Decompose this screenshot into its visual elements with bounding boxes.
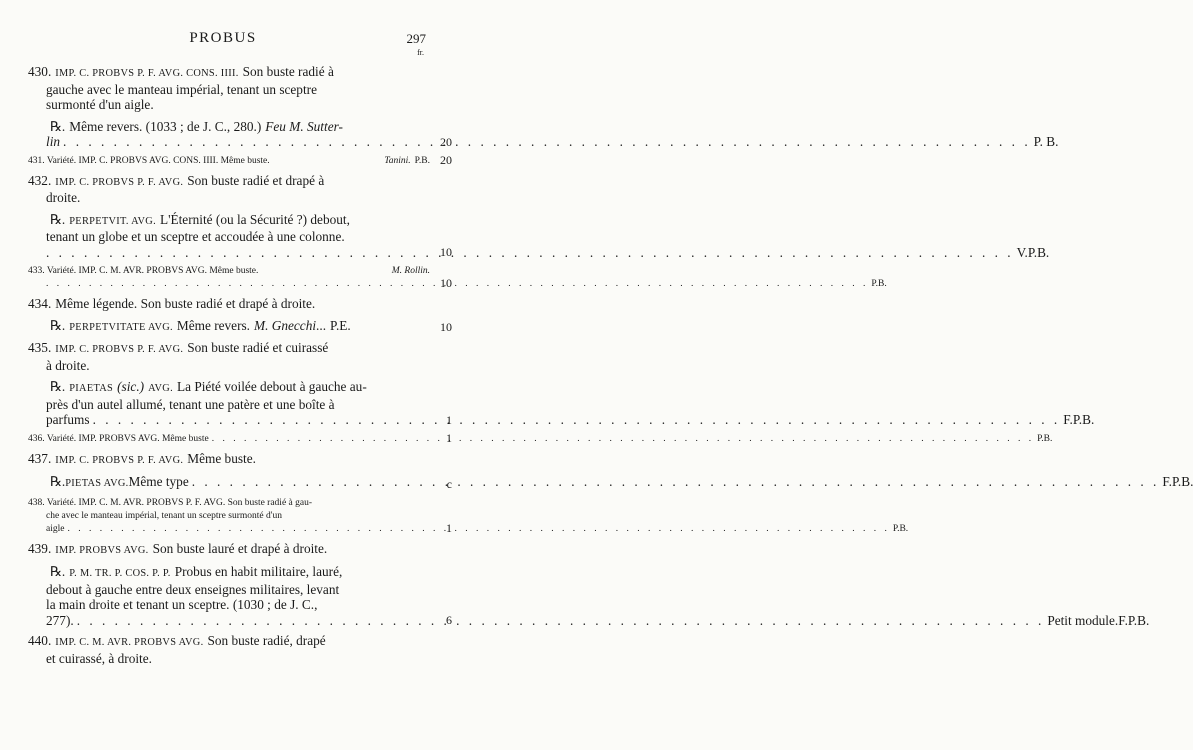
entry-438 (22, 497, 909, 536)
variant-text: 438. Variété. IMP. C. M. AVR. PROBVS P. F. AVG. Son buste radié à gau- (28, 497, 313, 508)
running-title: PROBUS (189, 30, 257, 46)
entry-431 (22, 152, 452, 168)
module-note: Petit module. (1047, 612, 1119, 628)
entry-number: 434. (28, 296, 52, 311)
price-unit-note: fr. (417, 48, 424, 57)
module-code: P. B. (1033, 134, 1059, 149)
reverse-legend: P. M. TR. P. COS. P. P. (69, 568, 171, 579)
obverse-desc: Même légende. Son buste radié et drapé à droite. (55, 296, 316, 311)
price: 1 (446, 412, 452, 427)
reverse-mark: ℞. (50, 564, 66, 579)
obverse-desc-cont: et cuirassé, à droite. (46, 650, 152, 666)
module-code: F.P.B. (1162, 474, 1193, 489)
reverse-mark: ℞. (50, 379, 66, 394)
obverse-legend: IMP. PROBVS AVG. (55, 544, 149, 556)
reverse-legend: PIAETAS (69, 383, 114, 394)
entry-number: 437. (28, 450, 52, 466)
reverse-desc-cont: 277). (46, 612, 74, 628)
leader-dots (209, 430, 1037, 446)
variant-text-cont: aigle (46, 523, 65, 534)
reverse-desc: Probus en habit militaire, lauré, (174, 564, 343, 579)
leader-dots (64, 520, 892, 536)
obverse-legend: IMP. C. PROBVS P. F. AVG. (55, 344, 184, 355)
obverse-desc: Son buste radié et drapé à (187, 172, 325, 188)
module-code: P.B. (871, 279, 887, 289)
leader-dots (90, 412, 1064, 428)
obverse-legend: IMP. C. PROBVS P. F. AVG. CONS. IIII. (55, 68, 239, 79)
catalog-entries (22, 64, 1193, 671)
price: 20 (440, 152, 452, 167)
reverse-mark: ℞. (50, 317, 66, 333)
price: 10 (440, 276, 452, 290)
obverse-desc: Son buste radié, drapé (207, 633, 326, 648)
sic-note: (sic.) (117, 379, 145, 394)
leader-dots (74, 613, 1048, 629)
entry-434: 434. Même légende. Son buste radié et drapé à droite. ℞. PERPETVITATE AVG. Même revers. M. Gnecchi ... P.E. 10 (28, 296, 452, 334)
entry-436 (22, 430, 1053, 446)
entry-432 (22, 172, 1050, 261)
provenance-cont: lin (46, 134, 61, 149)
price: 10 (440, 245, 452, 259)
module-code: P.B. (414, 155, 430, 166)
page-number: 297 (406, 31, 426, 46)
entry-number: 439. (28, 540, 52, 556)
module-code: V.P.B. (1016, 244, 1050, 260)
entry-number: 435. (28, 340, 52, 355)
price: 1 (446, 430, 452, 445)
module-code: P.E. (330, 317, 351, 333)
obverse-desc-cont: droite. (46, 190, 81, 205)
leader-dots (46, 245, 1017, 261)
obverse-desc-cont: à droite. (46, 357, 90, 373)
obverse-legend: IMP. C. M. AVR. PROBVS AVG. (55, 637, 204, 648)
variant-text: 431. Variété. IMP. C. PROBVS AVG. CONS. IIII. Même buste. (28, 155, 270, 166)
leader-dots (60, 134, 1034, 150)
obverse-legend: IMP. C. PROBVS P. F. AVG. (55, 176, 184, 188)
entry-437 (22, 450, 1193, 492)
module-code: F.P.B. (1063, 412, 1095, 427)
variant-text-cont: che avec le manteau impérial, tenant un sceptre surmonté d'un (46, 510, 282, 521)
reverse-legend: PERPETVIT. AVG. (69, 215, 156, 227)
reverse-desc: Même revers. (1033 ; de J. C., 280.) (69, 118, 262, 134)
reverse-mark: ℞. (50, 211, 66, 227)
reverse-desc: Même type (128, 474, 189, 489)
reverse-legend: PIETAS AVG. (65, 478, 129, 489)
reverse-desc: L'Éternité (ou la Sécurité ?) debout, (159, 211, 350, 227)
entry-number: 432. (28, 172, 52, 188)
entry-430 (22, 64, 1059, 150)
provenance: Tanini. (384, 155, 411, 166)
reverse-desc: La Piété voilée debout à gauche au- (176, 379, 367, 394)
module-code: P.B. (1037, 433, 1053, 444)
price: 6 (446, 613, 452, 627)
obverse-desc: Son buste radié à (242, 64, 334, 79)
provenance: M. Gnecchi (254, 317, 317, 333)
obverse-desc-cont: gauche avec le manteau impérial, tenant un sceptre (46, 81, 317, 97)
leader-dots (46, 278, 871, 291)
reverse-mark: ℞. (50, 118, 66, 134)
entry-number: 440. (28, 633, 52, 648)
obverse-desc: Son buste lauré et drapé à droite. (152, 540, 328, 556)
reverse-desc-cont: tenant un globe et un sceptre et accoudée à une colonne. (46, 229, 345, 244)
variant-text: 436. Variété. IMP. PROBVS AVG. Même buste (28, 433, 209, 444)
leader-dots (189, 474, 1163, 490)
reverse-desc-cont: parfums (46, 412, 90, 427)
reverse-mark: ℞. (50, 474, 66, 489)
reverse-legend: AVG. (148, 383, 173, 394)
reverse-desc-cont: debout à gauche entre deux enseignes militaires, levant (46, 581, 340, 597)
obverse-legend: IMP. C. PROBVS P. F. AVG. (55, 454, 184, 466)
reverse-desc: Même revers. (176, 317, 251, 333)
provenance: Feu M. Sutter- (265, 118, 343, 134)
obverse-desc-cont: surmonté d'un aigle. (46, 97, 154, 112)
price: 20 (440, 134, 452, 149)
entry-number: 430. (28, 64, 52, 79)
entry-433 (22, 265, 887, 291)
reverse-legend: PERPETVITATE AVG. (69, 321, 173, 333)
price: 1 (446, 520, 452, 535)
price: c (446, 476, 452, 491)
module-code: P.B. (892, 523, 909, 534)
reverse-desc-cont: près d'un autel allumé, tenant une patère et une boîte à (46, 396, 335, 412)
obverse-desc: Son buste radié et cuirassé (187, 340, 329, 355)
entry-435 (22, 340, 1095, 428)
reverse-desc-cont: la main droite et tenant un sceptre. (1030 ; de J. C., (46, 597, 318, 612)
variant-text: 433. Variété. IMP. C. M. AVR. PROBVS AVG. Même buste. (28, 266, 259, 276)
obverse-desc: Même buste. (187, 450, 256, 466)
entry-440 (22, 633, 430, 666)
provenance: M. Rollin. (391, 266, 430, 276)
entry-439 (22, 540, 1150, 629)
price: 10 (440, 320, 452, 334)
module-code: F.P.B. (1118, 612, 1150, 628)
